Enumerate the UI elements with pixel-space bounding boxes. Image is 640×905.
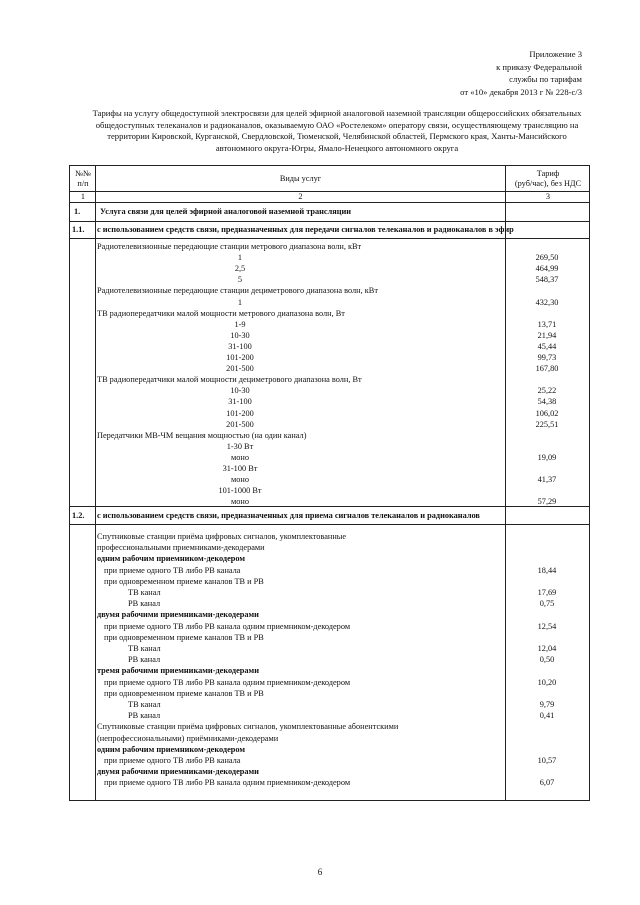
row-tariff-value: 167,80: [535, 364, 559, 374]
row-label: моно: [231, 497, 249, 507]
row-tariff-value: 0,75: [539, 599, 555, 609]
row-label: 101-200: [226, 353, 254, 362]
title-line: автономного округа-Югры, Ямало-Ненецкого автономного округа: [215, 142, 459, 153]
table-row: [70, 577, 589, 588]
title-line: территории Кировской, Курганской, Свердловской, Тюменской, Челябинской областей, Пермского края, Ханты-Мансийского: [107, 131, 567, 141]
section-1-title: Услуга связи для целей эфирной аналоговой наземной трансляции: [100, 207, 352, 216]
table-row: [70, 622, 589, 633]
row-label: при приеме одного ТВ либо РВ канала одним приемником-декодером: [104, 778, 351, 788]
row-tariff-value: 269,50: [535, 253, 559, 263]
table-row: [70, 364, 589, 375]
row-tariff-value: 17,69: [537, 588, 557, 597]
table-row: [70, 453, 589, 464]
row-divider: [70, 506, 589, 507]
row-label: 10-30: [230, 330, 250, 340]
appendix-reference: [402, 48, 582, 98]
table-row: [70, 275, 589, 286]
row-tariff-value: 464,99: [535, 264, 559, 274]
table-row: [70, 756, 589, 767]
row-tariff-value: 18,44: [537, 565, 557, 575]
row-label: при приеме одного ТВ либо РВ канала: [104, 756, 241, 765]
table-row: [70, 431, 589, 442]
row-label: при приеме одного ТВ либо РВ канала: [104, 565, 241, 575]
table-row: [70, 409, 589, 420]
row-label: 2,5: [234, 264, 246, 274]
row-tariff-value: 45,44: [537, 341, 557, 351]
row-label: ТВ канал: [128, 588, 161, 597]
row-tariff-value: 10,57: [537, 756, 557, 765]
table-row: [70, 722, 589, 733]
row-label: 1-30 Вт: [226, 441, 254, 451]
row-label: 31-100: [228, 341, 252, 351]
table-row: [70, 309, 589, 320]
table-row: [70, 242, 589, 253]
table-row: [70, 678, 589, 689]
section-1-1-number: 1.1.: [72, 225, 85, 234]
row-label: Спутниковые станции приёма цифровых сигналов, укомплектованные абонентскими: [97, 722, 399, 732]
row-label: 10-30: [230, 386, 250, 396]
table-row: [70, 320, 589, 331]
document-title: [84, 108, 590, 154]
row-tariff-value: 432,30: [535, 297, 559, 307]
header-tariff-line2: (руб/час), без НДС: [514, 179, 582, 188]
table-row: [70, 610, 589, 621]
row-label: Радиотелевизионные передающие станции дециметрового диапазона волн, кВт: [97, 286, 378, 296]
table-row: [70, 253, 589, 264]
row-label: 1: [237, 253, 243, 263]
row-label: моно: [231, 452, 249, 462]
column-index-1: 1: [80, 192, 86, 201]
table-row: [70, 264, 589, 275]
row-tariff-value: 54,38: [537, 397, 557, 407]
table-row: [70, 599, 589, 610]
appendix-line: службы по тарифам: [509, 74, 582, 84]
row-tariff-value: 41,37: [537, 475, 557, 485]
row-tariff-value: 0,41: [539, 711, 555, 721]
row-label: 5: [237, 275, 243, 285]
table-row: [70, 475, 589, 486]
table-row: [70, 689, 589, 700]
table-row: [70, 633, 589, 644]
row-label: одним рабочим приемником-декодером: [97, 744, 246, 754]
tariff-table: [69, 165, 590, 801]
row-divider: [70, 238, 589, 239]
table-row: [70, 386, 589, 397]
row-label: 201-500: [226, 419, 254, 429]
table-row: [70, 442, 589, 453]
row-tariff-value: 12,54: [537, 621, 557, 631]
table-row: [70, 666, 589, 677]
table-row: [70, 397, 589, 408]
row-label: двумя рабочими приемниками-декодерами: [97, 610, 259, 620]
row-tariff-value: 548,37: [535, 275, 559, 285]
row-label: при одновременном приеме каналов ТВ и РВ: [104, 632, 264, 642]
page-number: 6: [317, 867, 323, 877]
row-tariff-value: 25,22: [537, 386, 557, 396]
row-label: 1: [237, 297, 243, 307]
row-tariff-value: 9,79: [539, 700, 555, 709]
section-1-number: 1.: [74, 207, 81, 216]
table-row: [70, 486, 589, 497]
table-row: [70, 298, 589, 309]
table-row: [70, 342, 589, 353]
table-row: [70, 532, 589, 543]
table-row: [70, 566, 589, 577]
row-tariff-value: 21,94: [537, 330, 557, 340]
row-tariff-value: 13,71: [537, 319, 557, 329]
table-row: [70, 778, 589, 789]
table-row: [70, 767, 589, 778]
row-label: ТВ канал: [128, 644, 161, 653]
appendix-line: Приложение 3: [529, 49, 582, 59]
row-label: 101-200: [226, 408, 254, 418]
row-label: моно: [231, 475, 249, 485]
table-row: [70, 420, 589, 431]
header-service: Виды услуг: [279, 174, 322, 183]
table-row: [70, 464, 589, 475]
table-row: [70, 655, 589, 666]
appendix-line: от «10» декабря 2013 г № 228-с/3: [460, 86, 582, 97]
row-tariff-value: 19,09: [537, 452, 557, 462]
row-label: профессиональными приемниками-декодерами: [97, 543, 265, 553]
row-tariff-value: 106,02: [535, 408, 559, 418]
row-tariff-value: 57,29: [537, 497, 557, 507]
row-label: при одновременном приеме каналов ТВ и РВ: [104, 688, 264, 698]
table-row: [70, 286, 589, 297]
row-divider: [70, 524, 589, 525]
row-label: (непрофессиональными) приёмниками-декодерами: [97, 733, 279, 743]
row-label: 1-9: [234, 319, 246, 329]
row-tariff-value: 225,51: [535, 419, 559, 429]
table-row: [70, 700, 589, 711]
table-row: [70, 711, 589, 722]
row-label: ТВ радиопередатчики малой мощности метрового диапазона волн, Вт: [97, 308, 345, 318]
header-tariff-line1: Тариф: [536, 169, 560, 178]
header-divider: [70, 202, 589, 203]
table-row: [70, 375, 589, 386]
row-label: при приеме одного ТВ либо РВ канала одним приемником-декодером: [104, 677, 351, 687]
table-row: [70, 543, 589, 554]
row-tariff-value: 6,07: [539, 778, 555, 788]
section-1-1-title: с использованием средств связи, предназначенных для передачи сигналов телеканалов и радиоканалов в эфир: [97, 225, 514, 234]
row-divider: [70, 221, 589, 222]
row-label: 31-100 Вт: [222, 464, 258, 473]
row-label: Радиотелевизионные передающие станции метрового диапазона волн, кВт: [97, 242, 362, 251]
row-label: РВ канал: [128, 711, 161, 721]
table-row: [70, 353, 589, 364]
row-tariff-value: 10,20: [537, 677, 557, 687]
table-row: [70, 331, 589, 342]
section-1-2-number: 1.2.: [72, 511, 85, 520]
table-row: [70, 588, 589, 599]
row-label: ТВ канал: [128, 700, 161, 709]
table-row: [70, 734, 589, 745]
row-label: 201-500: [226, 364, 254, 374]
row-label: 31-100: [228, 397, 252, 407]
row-label: Передатчики МВ-ЧМ вещания мощностью (на один канал): [97, 430, 307, 440]
table-row: [70, 554, 589, 565]
row-tariff-value: 0,50: [539, 655, 555, 665]
row-label: РВ канал: [128, 655, 161, 665]
row-label: одним рабочим приемником-декодером: [97, 554, 246, 564]
header-number-line2: п/п: [77, 179, 89, 188]
header-number-line1: №№: [75, 169, 91, 178]
row-label: ТВ радиопередатчики малой мощности дециметрового диапазона волн, Вт: [97, 375, 362, 385]
table-row: [70, 644, 589, 655]
column-index-3: 3: [545, 192, 551, 201]
row-label: тремя рабочими приемниками-декодерами: [97, 666, 259, 676]
row-label: при приеме одного ТВ либо РВ канала одним приемником-декодером: [104, 621, 351, 631]
appendix-line: к приказу Федеральной: [496, 61, 582, 72]
title-line: общедоступных телеканалов и радиоканалов, оказываемую ОАО «Ростелеком» оператору связи, осуществляющему трансляцию на: [95, 119, 579, 130]
column-index-2: 2: [298, 192, 303, 201]
table-row: [70, 745, 589, 756]
row-label: 101-1000 Вт: [218, 486, 262, 496]
row-label: Спутниковые станции приёма цифровых сигналов, укомплектованные: [97, 532, 347, 541]
title-line: Тарифы на услугу общедоступной электросвязи для целей эфирной аналоговой наземной трансляции общероссийских обязательных: [92, 108, 582, 118]
row-tariff-value: 99,73: [537, 353, 557, 362]
row-label: при одновременном приеме каналов ТВ и РВ: [104, 576, 264, 586]
row-label: двумя рабочими приемниками-декодерами: [97, 767, 259, 777]
row-label: РВ канал: [128, 599, 161, 609]
row-tariff-value: 12,04: [537, 644, 557, 653]
section-1-2-title: с использованием средств связи, предназначенных для приема сигналов телеканалов и радиоканалов: [97, 511, 480, 520]
